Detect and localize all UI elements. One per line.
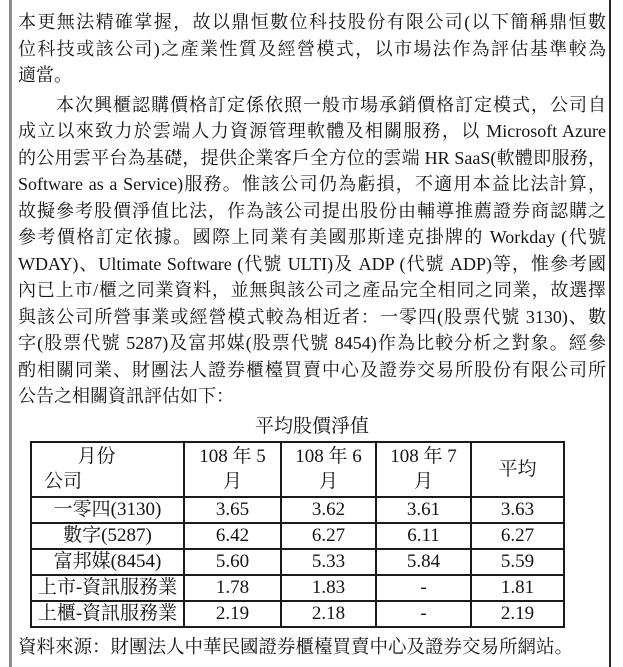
value-cell: 6.27: [471, 523, 564, 549]
text-line: 本次興櫃認購價格訂定係依照一般市場承銷價格訂定模式，公司自: [18, 94, 606, 115]
text-line: 成立以來致力於雲端人力資源管理軟體及相關服務，以 Microsoft Azure: [18, 121, 606, 141]
text-line: 本更無法精確掌握，故以鼎恒數位科技股份有限公司(以下簡稱鼎恒數: [18, 12, 606, 32]
text-line: Software as a Service)服務。惟該公司仍為虧損，不適用本益比法計算，: [18, 174, 606, 194]
value-cell: 1.78: [184, 575, 281, 601]
text-line: 公告之相關資訊評估如下：: [18, 386, 234, 406]
table-title: 平均股價淨值: [254, 415, 369, 437]
value-cell: 3.63: [471, 497, 564, 523]
value-cell: 5.84: [376, 549, 471, 575]
value-cell: 1.83: [281, 575, 376, 601]
paragraph-pricing-method: [18, 92, 606, 410]
company-name-cell: 上櫃-資訊服務業: [31, 601, 184, 627]
value-cell: 3.62: [281, 497, 376, 523]
text-line: 位科技或該公司)之產業性質及經營模式，以市場法作為評估基準較為: [18, 38, 606, 59]
company-name-cell: 數字(5287): [31, 523, 184, 549]
text-line: 故擬參考股價淨值比法，作為該公司提出股份由輔導推薦證券商認購之: [18, 200, 606, 221]
value-cell: 6.11: [376, 523, 471, 549]
value-cell: 5.60: [184, 549, 281, 575]
value-cell: 2.18: [281, 601, 376, 627]
table-header-row: [31, 442, 564, 497]
paragraph-valuation-basis: [18, 9, 606, 89]
value-cell: 1.81: [471, 575, 564, 601]
text-line: WDAY)、Ultimate Software (代號 ULTI)及 ADP (代號 ADP)等，惟參考國: [18, 253, 606, 274]
corner-label-company: 公司: [44, 471, 83, 492]
value-cell: 6.27: [281, 523, 376, 549]
text-line: 適當。: [18, 65, 72, 85]
value-cell: 6.42: [184, 523, 281, 549]
value-cell: -: [376, 575, 471, 601]
text-line: 酌相關同業、財團法人證券櫃檯買賣中心及證券交易所股份有限公司所: [18, 359, 606, 380]
company-name-cell: 富邦媒(8454): [31, 549, 184, 575]
document-page: [18, 9, 606, 661]
table-row: [31, 523, 564, 549]
table-row: [31, 601, 564, 627]
text-line: 內已上市/櫃之同業資料，並無與該公司之產品完全相同之同業，故選擇: [18, 280, 606, 300]
text-line: 字(股票代號 5287)及富邦媒(股票代號 8454)作為比較分析之對象。經參: [18, 333, 606, 353]
source-note: 資料來源：財團法人中華民國證券櫃檯買賣中心及證券交易所網站。: [18, 637, 574, 658]
text-line: 的公用雲平台為基礎，提供企業客戶全方位的雲端 HR SaaS(軟體即服務，: [18, 147, 606, 168]
corner-label-month: 月份: [77, 446, 116, 467]
value-cell: 3.65: [184, 497, 281, 523]
company-name-cell: 上市-資訊服務業: [31, 575, 184, 601]
value-cell: 3.61: [376, 497, 471, 523]
text-line: 參考價格訂定依據。國際上同業有美國那斯達克掛牌的 Workday (代號: [18, 227, 606, 247]
value-cell: 2.19: [184, 601, 281, 627]
table-header-cell-july: 108 年 7 月: [376, 442, 471, 497]
average-price-to-book-table: [30, 441, 565, 628]
text-line: 與該公司所營事業或經營模式較為相近者：一零四(股票代號 3130)、數: [18, 306, 606, 327]
page-left-border: [9, 0, 12, 667]
value-cell: 5.59: [471, 549, 564, 575]
value-cell: 5.33: [281, 549, 376, 575]
table-row: [31, 497, 564, 523]
table-header-cell-average: 平均: [471, 442, 564, 497]
corner-header-cell: [31, 442, 184, 497]
value-cell: -: [376, 601, 471, 627]
page-right-border: [609, 0, 611, 667]
table-row: [31, 549, 564, 575]
value-cell: 2.19: [471, 601, 564, 627]
table-header-cell-june: 108 年 6 月: [281, 442, 376, 497]
table-row: [31, 575, 564, 601]
table-header-cell-may: 108 年 5 月: [184, 442, 281, 497]
company-name-cell: 一零四(3130): [31, 497, 184, 523]
